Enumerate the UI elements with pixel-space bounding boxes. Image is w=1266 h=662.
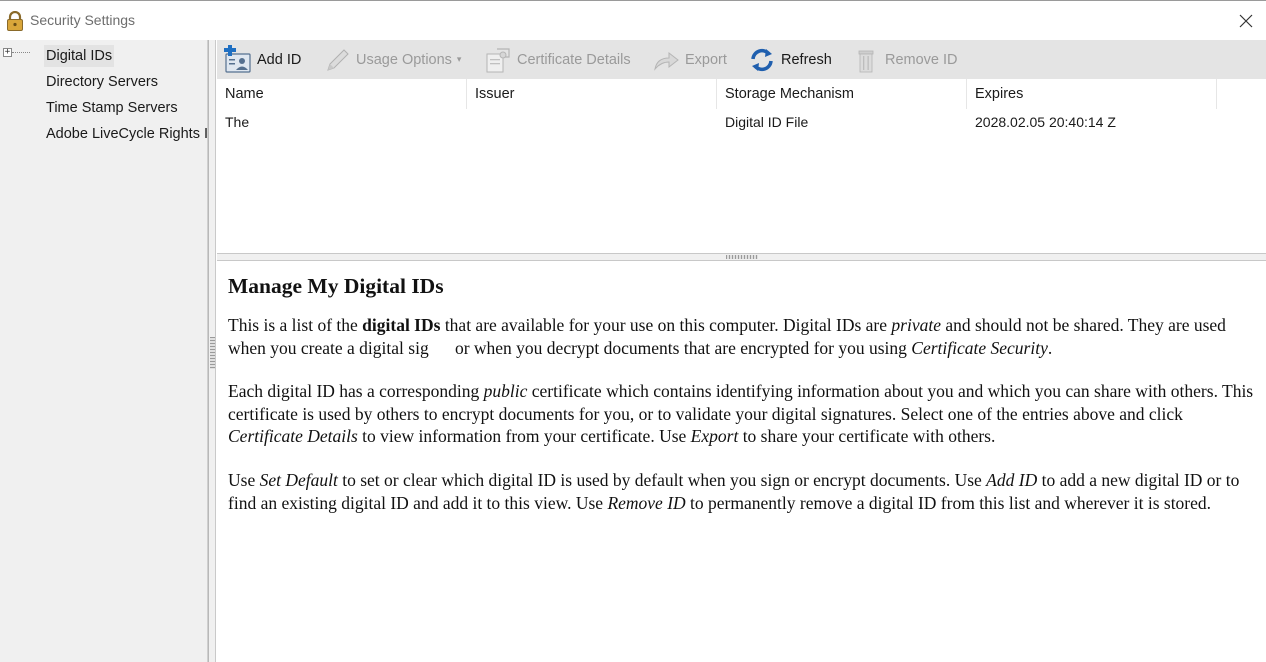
description-paragraph-1: This is a list of the digital IDs that are available for your use on this computer. Digital IDs are private and should not be shared. They are used when you create a digital sig or when you decrypt documents that are encrypted for you using Certificate Security. [228, 315, 1226, 358]
description-heading: Manage My Digital IDs [228, 274, 444, 298]
export-arrow-icon [651, 45, 681, 75]
chevron-down-icon: ▾ [456, 54, 462, 64]
close-icon[interactable] [1236, 11, 1256, 31]
description-pane [217, 261, 1266, 662]
pane-splitter[interactable] [217, 253, 1266, 261]
sidebar-splitter[interactable] [208, 40, 216, 662]
lock-icon [6, 11, 24, 31]
window-title: Security Settings [30, 12, 136, 28]
pen-icon [322, 45, 352, 75]
column-header-expires[interactable]: Expires [967, 79, 1217, 109]
splitter-grip [210, 337, 215, 369]
export-label: Export [685, 51, 727, 68]
column-header-issuer[interactable]: Issuer [467, 79, 717, 109]
table-row-storage[interactable]: Digital ID File [725, 114, 809, 130]
certificate-details-label: Certificate Details [517, 51, 631, 68]
refresh-label: Refresh [781, 51, 832, 68]
description-paragraph-3: Use Set Default to set or clear which digital ID is used by default when you sign or encrypt documents. Use Add ID to add a new digital ID or to find an existing digital ID and add it to this view. Use Remove ID to permanently remove a digital ID from this list and wherever it is stored. [228, 469, 1240, 513]
certificate-details-button[interactable] [483, 40, 631, 79]
add-id-label: Add ID [257, 51, 302, 68]
column-header-storage[interactable]: Storage Mechanism [717, 79, 967, 109]
usage-options-button[interactable] [322, 40, 461, 79]
tree-expand-icon[interactable]: + [4, 47, 11, 57]
remove-id-label: Remove ID [885, 51, 958, 68]
splitter-grip [726, 255, 758, 259]
sidebar-item-livecycle-rights[interactable]: Adobe LiveCycle Rights I [46, 126, 208, 142]
sidebar-item-time-stamp-servers[interactable]: Time Stamp Servers [46, 100, 178, 116]
tree-connector [12, 52, 30, 53]
toolbar [217, 40, 1266, 79]
refresh-icon [747, 45, 777, 75]
table-row-name[interactable]: The [225, 114, 250, 130]
refresh-button[interactable] [747, 40, 832, 79]
remove-id-button[interactable] [851, 40, 958, 79]
add-id-button[interactable] [223, 40, 301, 79]
table-row-issuer[interactable] [467, 111, 717, 133]
add-id-icon [223, 45, 253, 75]
certificate-icon [483, 45, 513, 75]
description-paragraph-2: Each digital ID has a corresponding public certificate which contains identifying information about you and which you can share with others. This certificate is used by others to encrypt documents for you, or to validate your digital signatures. Select one of the entries above and click Certificate Details to view information from your certificate. Use Export to share your certificate with others. [228, 381, 1254, 447]
sidebar-item-digital-ids[interactable]: Digital IDs [44, 45, 114, 67]
title-bar [0, 0, 1266, 40]
export-button[interactable] [651, 40, 727, 79]
trash-icon [851, 45, 881, 75]
column-header-name[interactable]: Name [217, 79, 467, 109]
usage-options-label: Usage Options [356, 51, 452, 68]
table-row-expires[interactable]: 2028.02.05 20:40:14 Z [975, 114, 1116, 130]
sidebar-item-directory-servers[interactable]: Directory Servers [46, 74, 158, 90]
digital-id-table [217, 79, 1266, 253]
